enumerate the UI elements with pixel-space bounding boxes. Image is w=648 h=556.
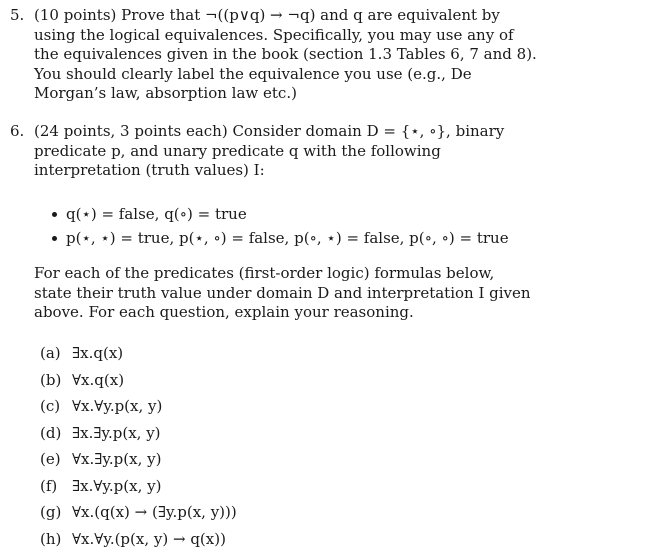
interpretation-p: p(⋆, ⋆) = true, p(⋆, ∘) = false, p(∘, ⋆) = false, p(∘, ∘) = true: [66, 229, 509, 247]
question-f: [40, 477, 237, 504]
question-formula: ∃x.∀y.p(x, y): [72, 476, 162, 495]
question-label: (b): [40, 370, 62, 389]
question-g: [40, 503, 237, 530]
question-label: (e): [40, 450, 61, 468]
question-label: (g): [40, 503, 62, 521]
question-label: (c): [40, 397, 61, 415]
question-formula: ∀x.(q(x) → (∃y.p(x, y))): [72, 503, 237, 521]
question-formula: ∃x.∃y.p(x, y): [72, 423, 161, 442]
question-a: [40, 344, 237, 371]
question-d: [40, 424, 237, 451]
question-e: [40, 450, 237, 477]
bullet-dot: [52, 236, 57, 241]
problem-6-number: 6.: [10, 122, 25, 140]
question-list: [40, 344, 237, 556]
question-formula: ∀x.∀y.(p(x, y) → q(x)): [72, 529, 226, 548]
question-formula: ∀x.q(x): [72, 370, 125, 389]
interpretation-q: q(⋆) = false, q(∘) = true: [66, 205, 247, 223]
problem-5: [10, 6, 538, 104]
problem-5-number: 5.: [10, 6, 25, 24]
question-b: [40, 371, 237, 398]
question-formula: ∀x.∀y.p(x, y): [72, 397, 163, 415]
question-label: (h): [40, 529, 62, 548]
question-formula: ∃x.q(x): [72, 344, 124, 362]
question-formula: ∀x.∃y.p(x, y): [72, 450, 162, 468]
question-label: (d): [40, 423, 62, 442]
bullet-dot: [52, 212, 57, 217]
question-label: (f): [40, 476, 58, 495]
question-h: [40, 530, 237, 556]
problem-5-text: (10 points) Prove that ¬((p∨q) → ¬q) and q are equivalent by using the logical equivalences. Specifically, you may use any of the equivalences given in the book (section 1.3 Tables 6, 7 and 8). You should clearly label the equivalence you use (e.g., De Morgan’s law, absorption law etc.): [34, 6, 537, 102]
instruction-paragraph: For each of the predicates (first-order logic) formulas below, state their truth value under domain D and interpretation I given above. For each question, explain your reasoning.: [34, 264, 531, 321]
question-c: [40, 397, 237, 424]
question-label: (a): [40, 344, 61, 362]
problem-6-text: (24 points, 3 points each) Consider domain D = {⋆, ∘}, binary predicate p, and unary predicate q with the following interpretation (truth values) I:: [34, 122, 505, 179]
problem-6: [10, 122, 538, 181]
